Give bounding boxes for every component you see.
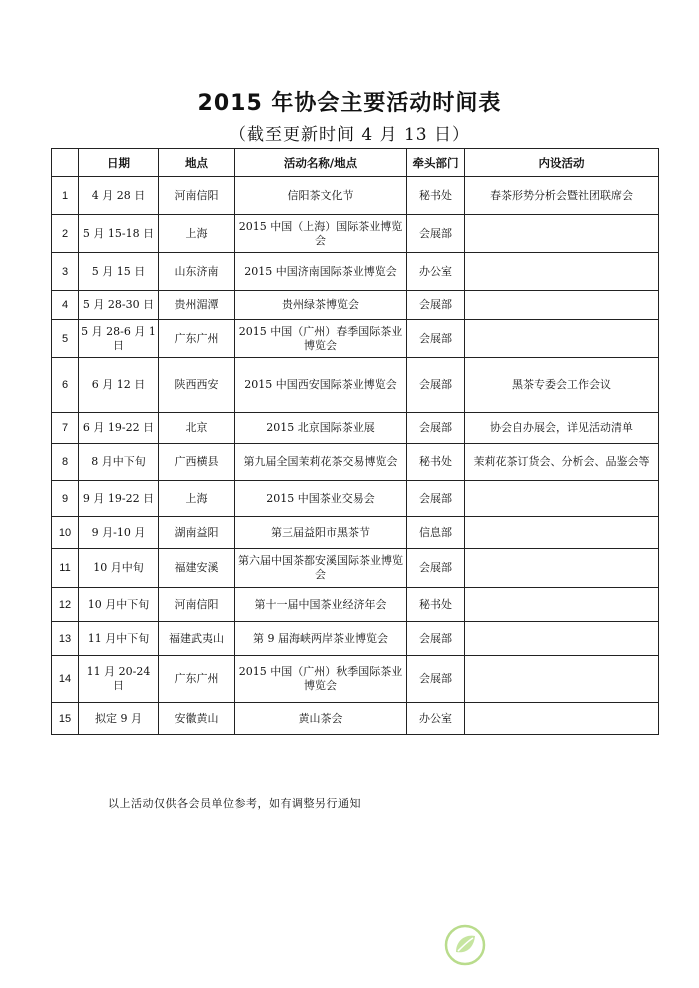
activity-cell xyxy=(465,320,659,358)
department-cell: 会展部 xyxy=(407,549,465,588)
department-cell: 会展部 xyxy=(407,358,465,413)
activity-cell xyxy=(465,517,659,549)
row-number-cell: 9 xyxy=(52,481,79,517)
location-cell: 河南信阳 xyxy=(159,588,235,622)
table-row xyxy=(52,481,659,517)
row-number-cell: 5 xyxy=(52,320,79,358)
footnote: 以上活动仅供各会员单位参考，如有调整另行通知 xyxy=(108,797,361,810)
page-subtitle: （截至更新时间 4 月 13 日） xyxy=(228,125,471,145)
date-cell: 9 月 19-22 日 xyxy=(79,481,159,517)
location-cell: 广东广州 xyxy=(159,320,235,358)
location-cell: 广东广州 xyxy=(159,656,235,703)
tea-leaf-logo-icon xyxy=(444,924,486,966)
event-name-cell: 2015 中国（广州）春季国际茶业博览会 xyxy=(235,320,407,358)
table-row xyxy=(52,622,659,656)
event-name-cell: 2015 北京国际茶业展 xyxy=(235,413,407,444)
row-number-cell: 3 xyxy=(52,253,79,291)
date-cell: 5 月 28-6 月 1 日 xyxy=(79,320,159,358)
row-number-cell: 6 xyxy=(52,358,79,413)
department-cell: 会展部 xyxy=(407,622,465,656)
table-row xyxy=(52,703,659,735)
location-cell: 陕西西安 xyxy=(159,358,235,413)
date-cell: 6 月 19-22 日 xyxy=(79,413,159,444)
date-cell: 5 月 28-30 日 xyxy=(79,291,159,320)
department-cell: 会展部 xyxy=(407,291,465,320)
location-cell: 贵州湄潭 xyxy=(159,291,235,320)
department-cell: 会展部 xyxy=(407,656,465,703)
activity-cell: 黑茶专委会工作会议 xyxy=(465,358,659,413)
activity-cell xyxy=(465,656,659,703)
date-cell: 11 月中下旬 xyxy=(79,622,159,656)
date-cell: 5 月 15 日 xyxy=(79,253,159,291)
location-cell: 湖南益阳 xyxy=(159,517,235,549)
location-cell: 山东济南 xyxy=(159,253,235,291)
header-cell: 地点 xyxy=(159,149,235,177)
location-cell: 安徽黄山 xyxy=(159,703,235,735)
date-cell: 拟定 9 月 xyxy=(79,703,159,735)
activity-cell xyxy=(465,588,659,622)
date-cell: 9 月-10 月 xyxy=(79,517,159,549)
date-cell: 10 月中旬 xyxy=(79,549,159,588)
header-cell xyxy=(52,149,79,177)
department-cell: 秘书处 xyxy=(407,444,465,481)
event-name-cell: 第六届中国茶都安溪国际茶业博览会 xyxy=(235,549,407,588)
event-name-cell: 第三届益阳市黑茶节 xyxy=(235,517,407,549)
header-cell: 牵头部门 xyxy=(407,149,465,177)
activity-cell xyxy=(465,291,659,320)
row-number-cell: 10 xyxy=(52,517,79,549)
event-name-cell: 2015 中国茶业交易会 xyxy=(235,481,407,517)
event-name-cell: 第九届全国茉莉花茶交易博览会 xyxy=(235,444,407,481)
row-number-cell: 4 xyxy=(52,291,79,320)
event-name-cell: 2015 中国（上海）国际茶业博览会 xyxy=(235,215,407,253)
department-cell: 信息部 xyxy=(407,517,465,549)
table-row xyxy=(52,215,659,253)
date-cell: 5 月 15-18 日 xyxy=(79,215,159,253)
header-cell: 内设活动 xyxy=(465,149,659,177)
date-cell: 4 月 28 日 xyxy=(79,177,159,215)
event-name-cell: 2015 中国济南国际茶业博览会 xyxy=(235,253,407,291)
activity-cell xyxy=(465,481,659,517)
table-row xyxy=(52,588,659,622)
location-cell: 上海 xyxy=(159,481,235,517)
row-number-cell: 13 xyxy=(52,622,79,656)
location-cell: 福建安溪 xyxy=(159,549,235,588)
activity-cell xyxy=(465,215,659,253)
activity-cell xyxy=(465,703,659,735)
department-cell: 秘书处 xyxy=(407,588,465,622)
location-cell: 上海 xyxy=(159,215,235,253)
department-cell: 秘书处 xyxy=(407,177,465,215)
activity-cell xyxy=(465,622,659,656)
activity-cell: 春茶形势分析会暨社团联席会 xyxy=(465,177,659,215)
department-cell: 办公室 xyxy=(407,253,465,291)
event-name-cell: 黄山茶会 xyxy=(235,703,407,735)
date-cell: 6 月 12 日 xyxy=(79,358,159,413)
event-name-cell: 2015 中国（广州）秋季国际茶业博览会 xyxy=(235,656,407,703)
department-cell: 会展部 xyxy=(407,413,465,444)
table-row xyxy=(52,444,659,481)
location-cell: 福建武夷山 xyxy=(159,622,235,656)
activity-cell xyxy=(465,253,659,291)
row-number-cell: 15 xyxy=(52,703,79,735)
activity-cell xyxy=(465,549,659,588)
activity-cell: 茉莉花茶订货会、分析会、品鉴会等 xyxy=(465,444,659,481)
row-number-cell: 11 xyxy=(52,549,79,588)
page-title: 2015 年协会主要活动时间表 xyxy=(197,91,502,116)
table-row xyxy=(52,320,659,358)
table-row xyxy=(52,517,659,549)
date-cell: 10 月中下旬 xyxy=(79,588,159,622)
department-cell: 会展部 xyxy=(407,481,465,517)
date-cell: 8 月中下旬 xyxy=(79,444,159,481)
table-row xyxy=(52,291,659,320)
table-row xyxy=(52,177,659,215)
event-name-cell: 第十一届中国茶业经济年会 xyxy=(235,588,407,622)
row-number-cell: 12 xyxy=(52,588,79,622)
table-header-row xyxy=(52,149,659,177)
table-row xyxy=(52,413,659,444)
row-number-cell: 2 xyxy=(52,215,79,253)
table-row xyxy=(52,549,659,588)
row-number-cell: 7 xyxy=(52,413,79,444)
date-cell: 11 月 20-24 日 xyxy=(79,656,159,703)
department-cell: 会展部 xyxy=(407,215,465,253)
event-name-cell: 信阳茶文化节 xyxy=(235,177,407,215)
table-row xyxy=(52,656,659,703)
row-number-cell: 8 xyxy=(52,444,79,481)
header-cell: 活动名称/地点 xyxy=(235,149,407,177)
activity-cell: 协会自办展会，详见活动清单 xyxy=(465,413,659,444)
row-number-cell: 1 xyxy=(52,177,79,215)
event-name-cell: 贵州绿茶博览会 xyxy=(235,291,407,320)
table-row xyxy=(52,253,659,291)
location-cell: 北京 xyxy=(159,413,235,444)
department-cell: 办公室 xyxy=(407,703,465,735)
location-cell: 广西横县 xyxy=(159,444,235,481)
row-number-cell: 14 xyxy=(52,656,79,703)
location-cell: 河南信阳 xyxy=(159,177,235,215)
table-row xyxy=(52,358,659,413)
header-cell: 日期 xyxy=(79,149,159,177)
event-name-cell: 2015 中国西安国际茶业博览会 xyxy=(235,358,407,413)
schedule-table xyxy=(51,148,659,735)
event-name-cell: 第 9 届海峡两岸茶业博览会 xyxy=(235,622,407,656)
department-cell: 会展部 xyxy=(407,320,465,358)
